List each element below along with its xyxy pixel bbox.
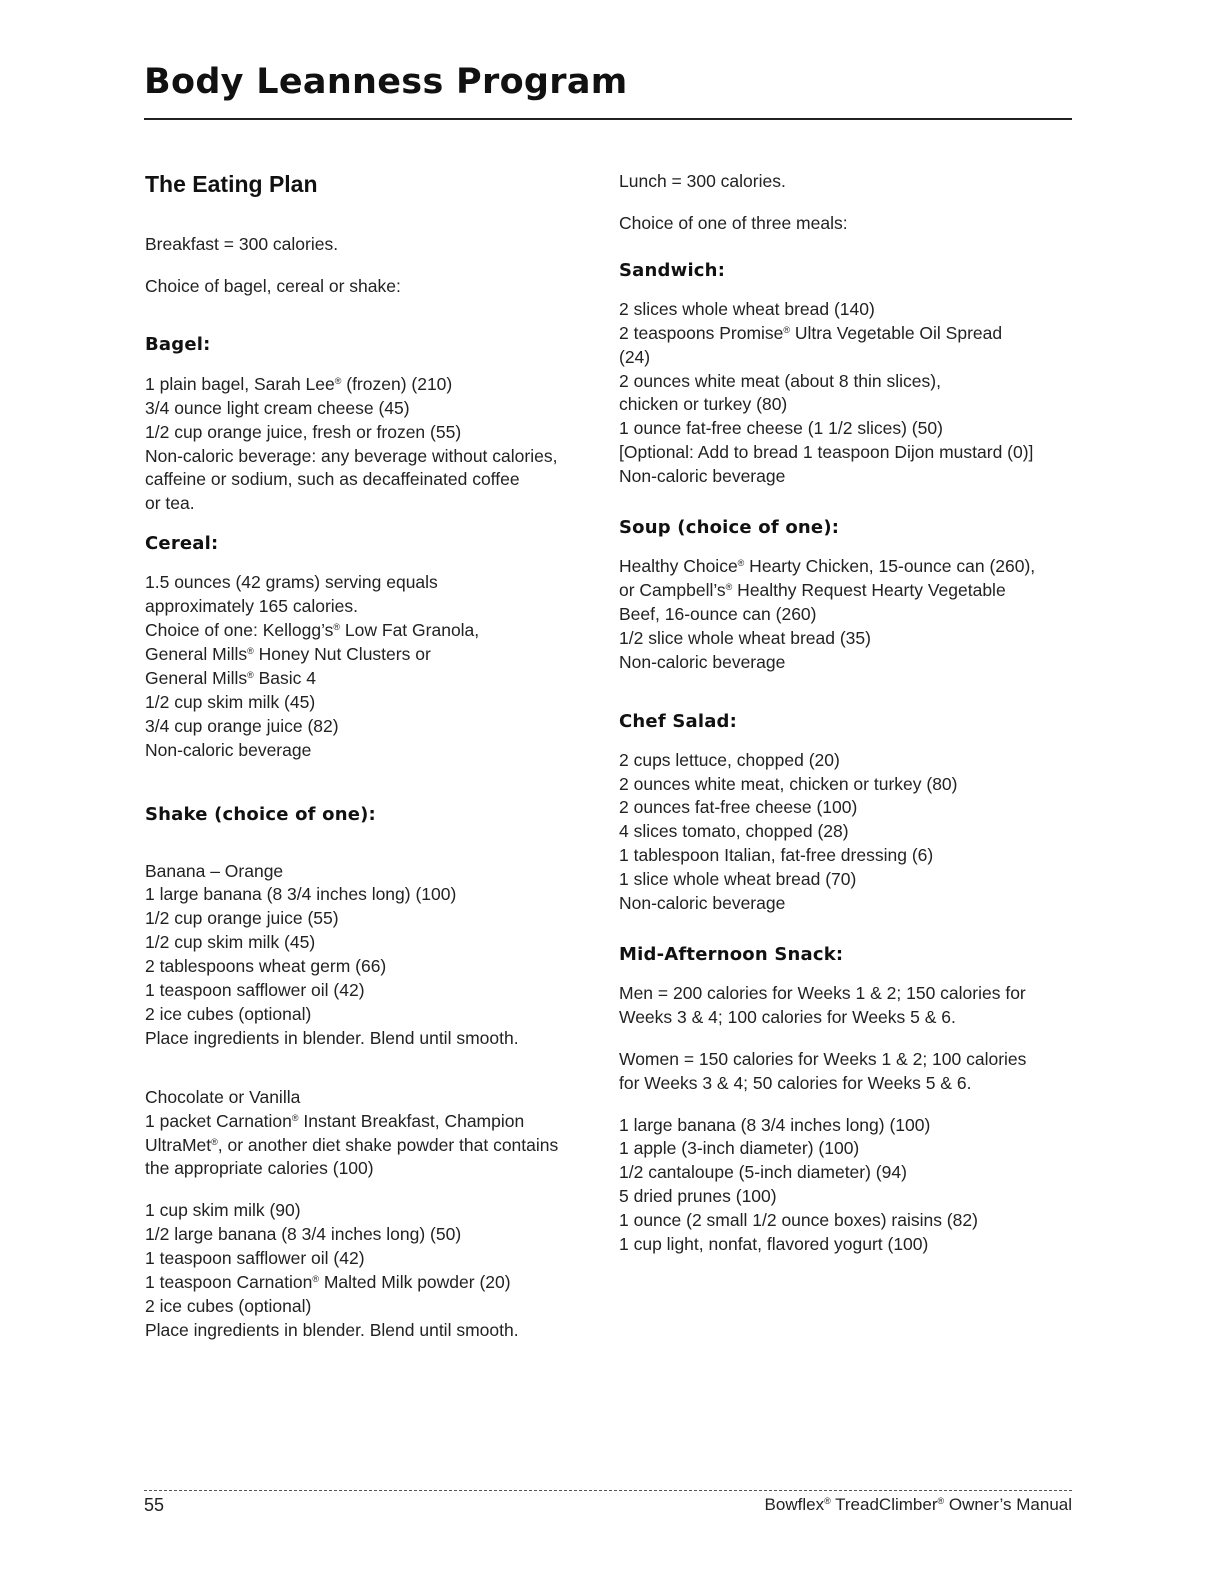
list-item: Non-caloric beverage [145, 739, 312, 760]
list-item: 1 ounce fat-free cheese (1 1/2 slices) (50) [619, 418, 943, 439]
list-item: General Mills® Honey Nut Clusters or [145, 643, 431, 664]
list-item: 1 packet Carnation® Instant Breakfast, Champion [145, 1110, 525, 1131]
chocolate-vanilla-ingredients [145, 1199, 605, 1342]
list-item: 2 ounces white meat (about 8 thin slices), [619, 370, 941, 391]
list-item: Men = 200 calories for Weeks 1 & 2; 150 calories for [619, 982, 1026, 1003]
list-item: 2 ounces white meat, chicken or turkey (80) [619, 773, 958, 794]
list-item: Non-caloric beverage: any beverage without calories, [145, 445, 558, 466]
list-item: for Weeks 3 & 4; 50 calories for Weeks 5 & 6. [619, 1072, 972, 1093]
list-item: Healthy Choice® Hearty Chicken, 15-ounce can (260), [619, 556, 1036, 577]
breakfast-choice: Choice of bagel, cereal or shake: [145, 275, 401, 296]
list-item: or tea. [145, 493, 195, 514]
snack-men [619, 982, 1079, 1030]
list-item: 1 teaspoon safflower oil (42) [145, 1248, 365, 1269]
left-column [145, 170, 605, 1343]
list-item: the appropriate calories (100) [145, 1158, 374, 1179]
cereal-list [145, 571, 605, 762]
list-item: 2 ounces fat-free cheese (100) [619, 797, 858, 818]
list-item: 1/2 cup skim milk (45) [145, 932, 316, 953]
list-item: 1 slice whole wheat bread (70) [619, 869, 857, 890]
footer-divider [144, 1490, 1072, 1491]
snack-list [619, 1114, 1079, 1257]
page-number: 55 [144, 1495, 165, 1515]
chef-salad-list [619, 749, 1079, 916]
list-item: 1/2 cantaloupe (5-inch diameter) (94) [619, 1162, 907, 1183]
list-item: Beef, 16-ounce can (260) [619, 603, 817, 624]
sandwich-heading: Sandwich: [619, 259, 726, 281]
list-item: 2 tablespoons wheat germ (66) [145, 956, 387, 977]
list-item: 5 dried prunes (100) [619, 1186, 777, 1207]
list-item: 2 slices whole wheat bread (140) [619, 298, 875, 319]
list-item: [Optional: Add to bread 1 teaspoon Dijon mustard (0)] [619, 442, 1034, 463]
lunch-choice: Choice of one of three meals: [619, 212, 848, 233]
list-item: 1/2 cup orange juice (55) [145, 908, 339, 929]
list-item: Non-caloric beverage [619, 651, 786, 672]
list-item: Place ingredients in blender. Blend until smooth. [145, 1027, 519, 1048]
list-item: 1 tablespoon Italian, fat-free dressing (6) [619, 845, 934, 866]
sandwich-list [619, 298, 1079, 489]
list-item: 3/4 cup orange juice (82) [145, 715, 339, 736]
banana-orange-list [145, 860, 605, 1051]
list-item: 1 cup skim milk (90) [145, 1200, 301, 1221]
list-item: Non-caloric beverage [619, 466, 786, 487]
chocolate-vanilla-list [145, 1086, 605, 1182]
list-item: Place ingredients in blender. Blend until smooth. [145, 1319, 519, 1340]
list-item: (24) [619, 346, 651, 367]
eating-plan-heading: The Eating Plan [145, 171, 318, 197]
list-item: approximately 165 calories. [145, 596, 359, 617]
list-item: 1 ounce (2 small 1/2 ounce boxes) raisins (82) [619, 1210, 978, 1231]
list-item: 2 cups lettuce, chopped (20) [619, 749, 840, 770]
list-item: 1 large banana (8 3/4 inches long) (100) [619, 1114, 931, 1135]
list-item: General Mills® Basic 4 [145, 667, 317, 688]
bagel-heading: Bagel: [145, 333, 211, 355]
list-title: Banana – Orange [145, 860, 284, 881]
list-item: caffeine or sodium, such as decaffeinated coffee [145, 469, 520, 490]
list-item: 1/2 cup orange juice, fresh or frozen (55) [145, 421, 462, 442]
list-item: 1/2 large banana (8 3/4 inches long) (50) [145, 1224, 462, 1245]
list-item: UltraMet®, or another diet shake powder that contains [145, 1134, 559, 1155]
snack-heading: Mid-Afternoon Snack: [619, 943, 844, 965]
title-divider [144, 118, 1072, 120]
list-item: 1 apple (3-inch diameter) (100) [619, 1138, 860, 1159]
bagel-list [145, 373, 605, 516]
footer-manual-title: Bowflex® TreadClimber® Owner’s Manual [764, 1495, 1072, 1514]
list-item: Weeks 3 & 4; 100 calories for Weeks 5 & 6. [619, 1006, 956, 1027]
list-item: Non-caloric beverage [619, 893, 786, 914]
list-item: 2 ice cubes (optional) [145, 1296, 312, 1316]
right-column [619, 170, 1079, 1257]
list-item: 1 cup light, nonfat, flavored yogurt (100) [619, 1234, 929, 1255]
list-item: 1.5 ounces (42 grams) serving equals [145, 572, 438, 593]
lunch-calories: Lunch = 300 calories. [619, 171, 786, 191]
list-item: chicken or turkey (80) [619, 394, 788, 415]
shake-heading: Shake (choice of one): [145, 803, 376, 825]
chef-salad-heading: Chef Salad: [619, 710, 738, 732]
list-item: 1/2 cup skim milk (45) [145, 691, 316, 712]
cereal-heading: Cereal: [145, 533, 219, 555]
list-item: 1 teaspoon safflower oil (42) [145, 980, 365, 1001]
soup-heading: Soup (choice of one): [619, 517, 840, 539]
list-title: Chocolate or Vanilla [145, 1086, 301, 1107]
list-item: 2 ice cubes (optional) [145, 1003, 312, 1024]
list-item: Women = 150 calories for Weeks 1 & 2; 100 calories [619, 1048, 1027, 1069]
list-item: 1/2 slice whole wheat bread (35) [619, 627, 871, 648]
list-item: Choice of one: Kellogg’s® Low Fat Granola, [145, 620, 480, 641]
breakfast-calories: Breakfast = 300 calories. [145, 234, 339, 254]
list-item: 2 teaspoons Promise® Ultra Vegetable Oil Spread [619, 322, 1003, 343]
snack-women [619, 1048, 1079, 1096]
page-title: Body Leanness Program [144, 62, 628, 102]
list-item: or Campbell’s® Healthy Request Hearty Vegetable [619, 579, 1006, 600]
list-item: 4 slices tomato, chopped (28) [619, 821, 849, 842]
list-item: 1 large banana (8 3/4 inches long) (100) [145, 884, 457, 905]
list-item: 1 plain bagel, Sarah Lee® (frozen) (210) [145, 373, 453, 394]
list-item: 1 teaspoon Carnation® Malted Milk powder (20) [145, 1272, 511, 1293]
soup-list [619, 555, 1079, 675]
list-item: 3/4 ounce light cream cheese (45) [145, 397, 410, 418]
